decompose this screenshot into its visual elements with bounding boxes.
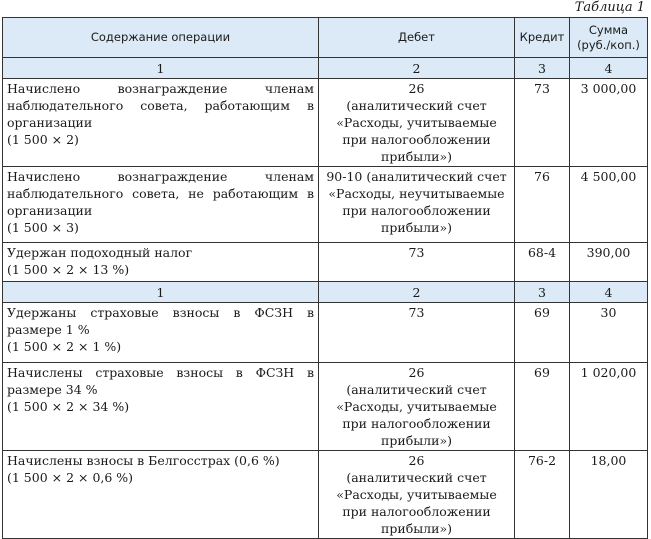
table-row bbox=[3, 451, 648, 539]
credit-cell: 76-2 bbox=[515, 451, 570, 539]
sum-cell: 390,00 bbox=[570, 243, 648, 282]
debit-account: 73 bbox=[408, 305, 425, 320]
sum-cell: 1 020,00 bbox=[570, 363, 648, 451]
column-number: 2 bbox=[319, 282, 515, 303]
debit-account: 26 bbox=[408, 81, 425, 96]
operation-cell bbox=[3, 243, 319, 282]
debit-account: 90-10 (аналитический счет «Расходы, неучитываемые при налогообложении прибыли») bbox=[326, 169, 507, 235]
sum-cell: 4 500,00 bbox=[570, 167, 648, 243]
table-row bbox=[3, 167, 648, 243]
credit-cell: 69 bbox=[515, 363, 570, 451]
table-row bbox=[3, 363, 648, 451]
header-operation: Содержание операции bbox=[3, 18, 319, 58]
column-number: 3 bbox=[515, 58, 570, 79]
operation-calc: (1 500 × 2) bbox=[7, 132, 79, 147]
debit-cell bbox=[319, 243, 515, 282]
debit-account: 73 bbox=[408, 245, 425, 260]
operation-calc: (1 500 × 2 × 34 %) bbox=[7, 399, 130, 414]
header-debit: Дебет bbox=[319, 18, 515, 58]
column-number: 4 bbox=[570, 58, 648, 79]
operation-cell bbox=[3, 363, 319, 451]
column-number-row bbox=[3, 58, 648, 79]
operation-text: Удержаны страховые взносы в ФСЗН в размере 1 % bbox=[7, 305, 314, 337]
header-sum: Сумма (руб./коп.) bbox=[570, 18, 648, 58]
operation-text: Начислены страховые взносы в ФСЗН в размере 34 % bbox=[7, 365, 314, 397]
operation-text: Начислены взносы в Белгосстрах (0,6 %) bbox=[7, 453, 280, 468]
debit-note: (аналитический счет «Расходы, учитываемые при налогообложении прибыли») bbox=[336, 382, 497, 448]
column-number-row bbox=[3, 282, 648, 303]
operation-calc: (1 500 × 2 × 1 %) bbox=[7, 339, 122, 354]
credit-cell: 68-4 bbox=[515, 243, 570, 282]
credit-cell: 69 bbox=[515, 303, 570, 363]
debit-cell bbox=[319, 363, 515, 451]
operation-text: Удержан подоходный налог bbox=[7, 245, 193, 260]
operation-cell bbox=[3, 167, 319, 243]
sum-cell: 3 000,00 bbox=[570, 79, 648, 167]
operations-table bbox=[2, 17, 648, 539]
table-row bbox=[3, 79, 648, 167]
operation-text: Начислено вознаграждение членам наблюдательного совета, работающим в организации bbox=[7, 81, 314, 130]
operation-cell bbox=[3, 303, 319, 363]
credit-cell: 76 bbox=[515, 167, 570, 243]
debit-cell bbox=[319, 167, 515, 243]
operation-cell bbox=[3, 79, 319, 167]
operation-calc: (1 500 × 2 × 0,6 %) bbox=[7, 470, 134, 485]
debit-note: (аналитический счет «Расходы, учитываемые при налогообложении прибыли») bbox=[336, 470, 497, 536]
operation-text: Начислено вознаграждение членам наблюдательного совета, не работающим в организации bbox=[7, 169, 314, 218]
debit-cell bbox=[319, 451, 515, 539]
debit-note: (аналитический счет «Расходы, учитываемые при налогообложении прибыли») bbox=[336, 98, 497, 164]
debit-account: 26 bbox=[408, 365, 425, 380]
sum-cell: 18,00 bbox=[570, 451, 648, 539]
operation-cell bbox=[3, 451, 319, 539]
operation-calc: (1 500 × 2 × 13 %) bbox=[7, 262, 130, 277]
operation-calc: (1 500 × 3) bbox=[7, 220, 79, 235]
debit-account: 26 bbox=[408, 453, 425, 468]
column-number: 1 bbox=[3, 58, 319, 79]
debit-cell bbox=[319, 79, 515, 167]
column-number: 2 bbox=[319, 58, 515, 79]
sum-cell: 30 bbox=[570, 303, 648, 363]
table-header-row bbox=[3, 18, 648, 58]
table-row bbox=[3, 303, 648, 363]
table-caption: Таблица 1 bbox=[574, 0, 645, 15]
header-credit: Кредит bbox=[515, 18, 570, 58]
column-number: 4 bbox=[570, 282, 648, 303]
credit-cell: 73 bbox=[515, 79, 570, 167]
table-row bbox=[3, 243, 648, 282]
debit-cell bbox=[319, 303, 515, 363]
column-number: 3 bbox=[515, 282, 570, 303]
column-number: 1 bbox=[3, 282, 319, 303]
